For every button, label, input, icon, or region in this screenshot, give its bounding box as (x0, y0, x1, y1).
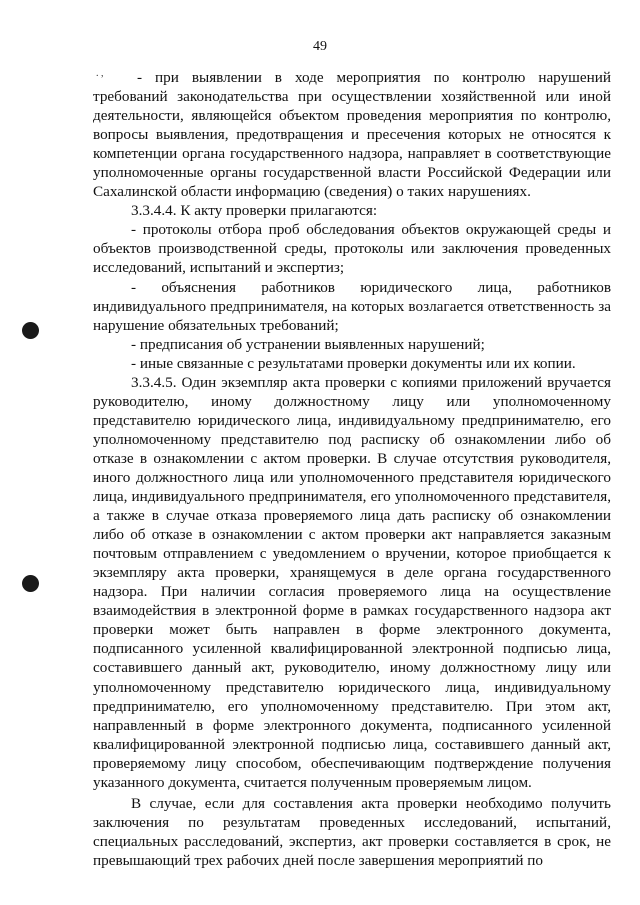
paragraph-3-3-4-5: 3.3.4.5. Один экземпляр акта проверки с копиями приложений вручается руководителю, иному должностному лицу или уполномоченному представителю юридического лица, индивидуальному предпринимателю, его уполномоченному представителю под расписку об ознакомлении либо об отказе в ознакомлении с актом проверки. В случае отсутствия руководителя, иного должностного лица или уполномоченного представителя юридического лица, индивидуального предпринимателя, его уполномоченного представителя, а также в случае отказа проверяемого лица дать расписку об ознакомлении либо об отказе в ознакомлении с актом проверки акт направляется заказным почтовым отправлением с уведомлением о вручении, которое приобщается к экземпляру акта проверки, хранящемуся в деле органа государственного надзора. При наличии согласия проверяемого лица на осуществление взаимодействия в электронной форме в рамках государственного надзора акт проверки может быть направлен в форме электронного документа, подписанного усиленной квалифицированной электронной подписью лица, составившего данный акт, руководителю, иному должностному лицу или уполномоченному представителю юридического лица, индивидуальному предпринимателю, его уполномоченному представителю. При этом акт, направленный в форме электронного документа, подписанного усиленной квалифицированной электронной подписью лица, составившего данный акт, проверяемому лицу способом, обеспечивающим подтверждение получения указанного документа, считается полученным проверяемым лицом. (93, 373, 611, 791)
paragraph-notify-violations: - при выявлении в ходе мероприятия по контролю нарушений требований законодательства при осуществлении хозяйственной или иной деятельности, являющейся объектом проведения мероприятия по контролю, вопросы выявления, предотвращения и пресечения которых не относятся к компетенции органа государственного надзора, направляет в соответствующие уполномоченные органы государственной власти Российской Федерации или Сахалинской области информацию (сведения) о таких нарушениях. (93, 69, 611, 201)
stray-marks: . , (96, 68, 104, 79)
punch-hole-upper (22, 322, 39, 339)
list-item-explanations: - объяснения работников юридического лица, работников индивидуального предпринимателя, на которых возлагается ответственность за нарушение обязательных требований; (93, 278, 611, 334)
list-item-orders: - предписания об устранении выявленных нарушений; (131, 335, 485, 353)
list-item-other-documents: - иные связанные с результатами проверки документы или их копии. (131, 354, 576, 372)
paragraph-expert-conclusions: В случае, если для составления акта проверки необходимо получить заключения по результатам проведенных исследований, испытаний, специальных расследований, экспертиз, акт проверки составляется в срок, не превышающий трех рабочих дней после завершения мероприятий по (93, 794, 611, 869)
punch-hole-lower (22, 575, 39, 592)
paragraph-3-3-4-4-heading: 3.3.4.4. К акту проверки прилагаются: (131, 202, 378, 220)
document-body (93, 68, 611, 870)
list-item-protocols: - протоколы отбора проб обследования объектов окружающей среды и объектов производственной среды, протоколы или заключения проведенных исследований, испытаний и экспертиз; (93, 221, 611, 277)
page-number: 49 (313, 39, 327, 54)
